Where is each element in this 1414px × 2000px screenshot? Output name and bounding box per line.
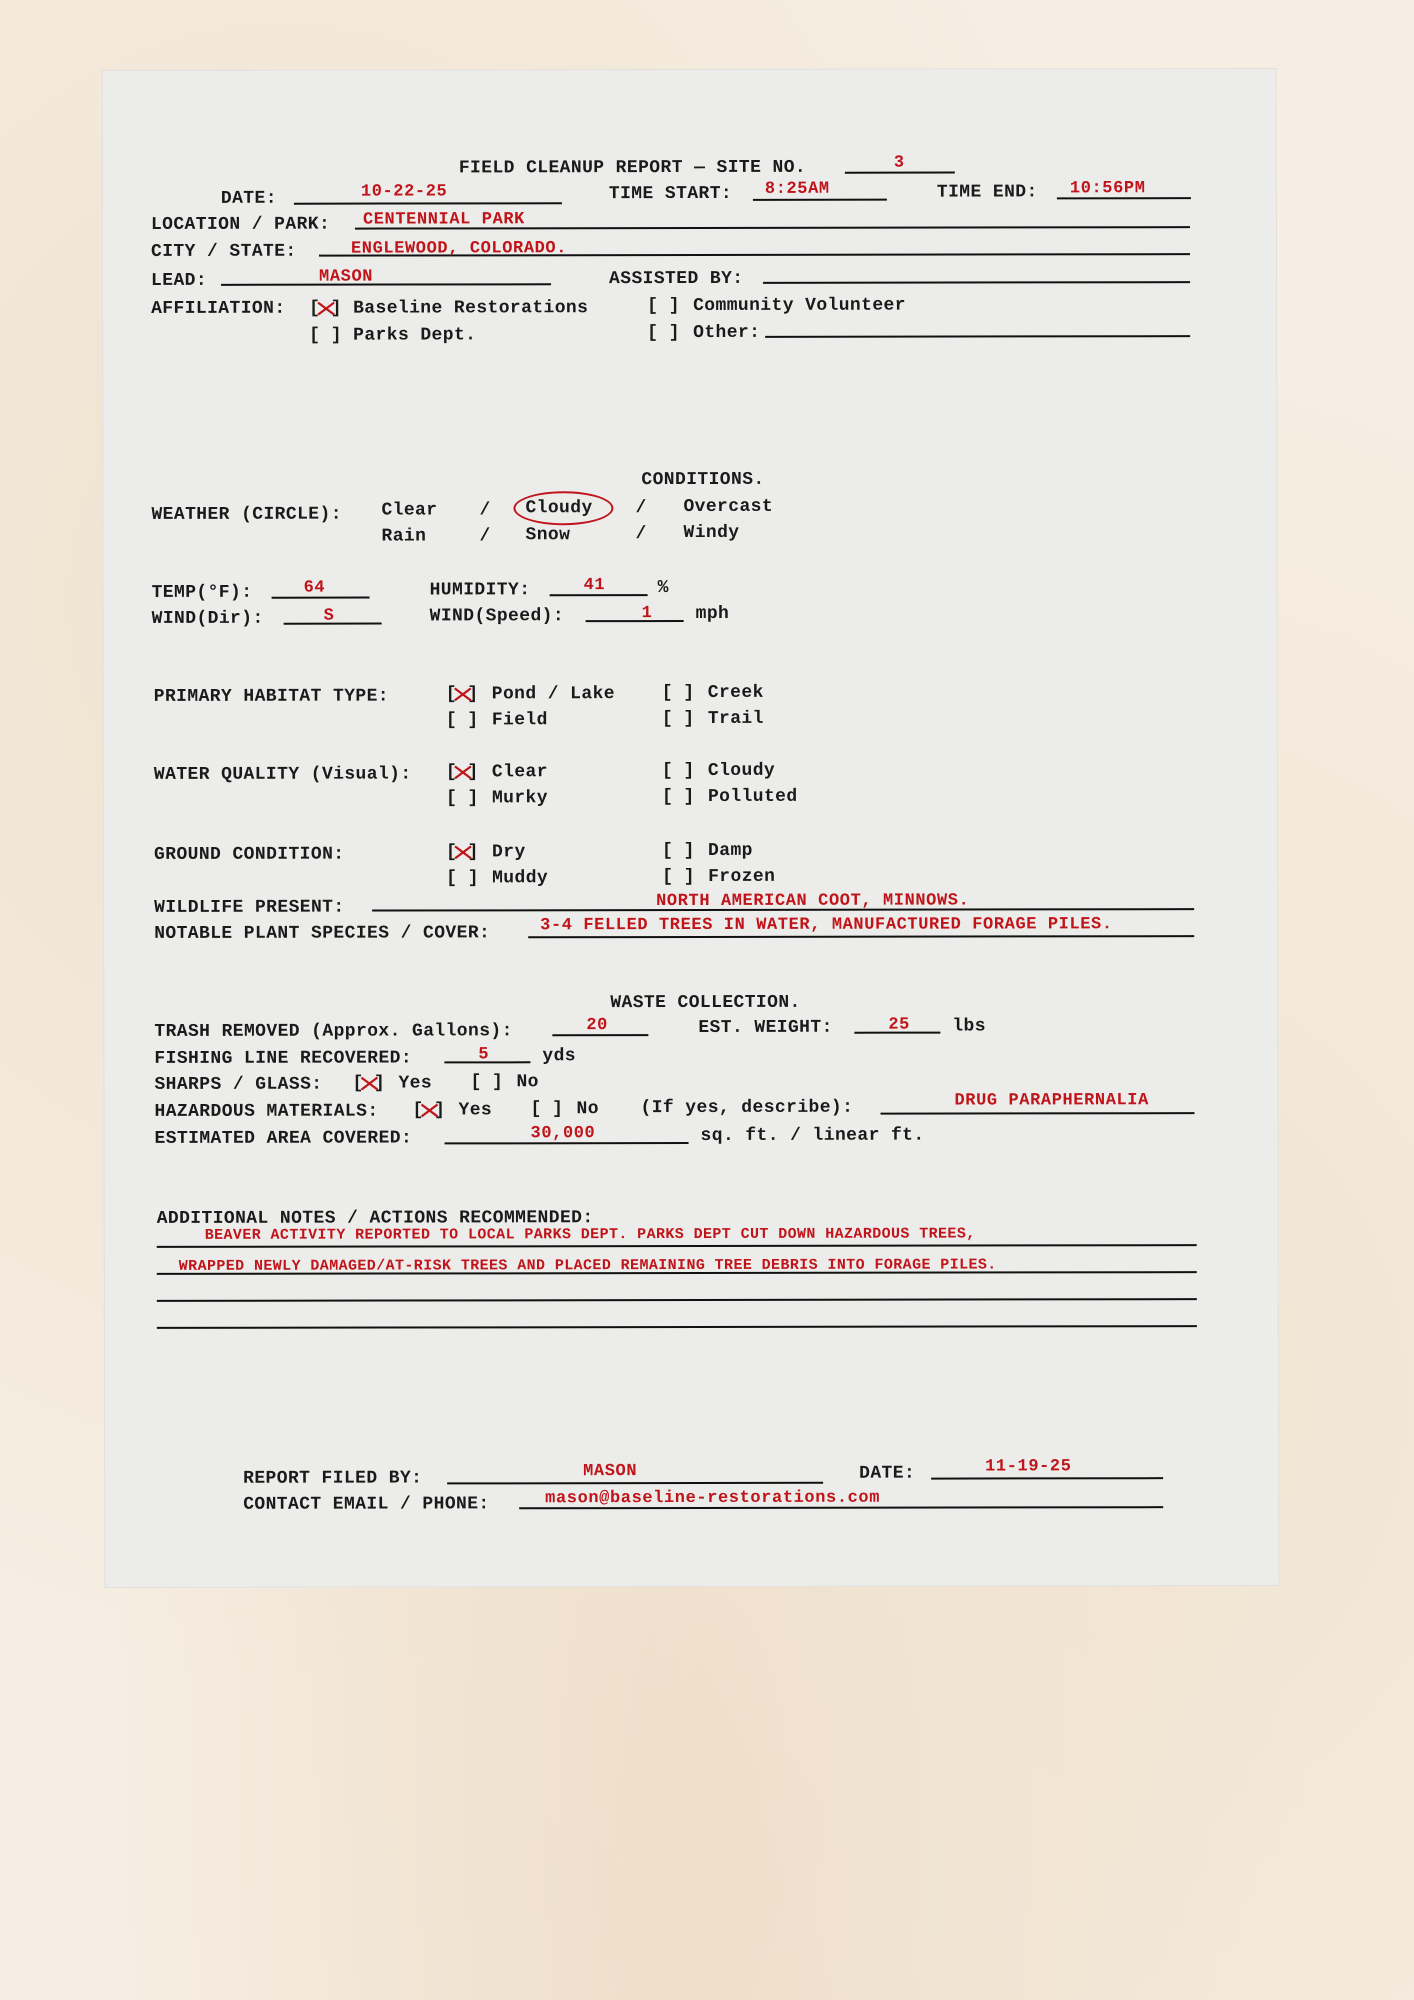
fishing-unit: yds (542, 1046, 577, 1067)
site-no-value[interactable]: 3 (893, 153, 905, 173)
affiliation-option-parks: Parks Dept. (353, 325, 477, 346)
weather-sep: / (479, 500, 491, 521)
affiliation-option-community: Community Volunteer (693, 295, 906, 316)
habitat-option-field: Field (491, 710, 548, 731)
time-end-value[interactable]: 10:56PM (1069, 179, 1146, 199)
area-value[interactable]: 30,000 (530, 1124, 596, 1144)
sharps-yes-label: Yes (398, 1073, 433, 1094)
city-value[interactable]: ENGLEWOOD, COLORADO. (350, 239, 568, 259)
weather-windy[interactable]: Windy (683, 522, 740, 544)
habitat-label: PRIMARY HABITAT TYPE: (153, 686, 390, 707)
notes-rule-3[interactable] (157, 1298, 1197, 1302)
waste-heading: WASTE COLLECTION. (610, 992, 801, 1014)
water-label: WATER QUALITY (Visual): (153, 764, 412, 785)
weather-sep: / (635, 498, 647, 519)
weather-rain[interactable]: Rain (381, 526, 427, 547)
wind-speed-unit: mph (695, 603, 730, 624)
conditions-heading: CONDITIONS. (641, 469, 765, 491)
sharps-no-label: No (516, 1072, 539, 1093)
sharps-label: SHARPS / GLASS: (154, 1074, 323, 1095)
checkbox-creek[interactable]: [ ] (661, 682, 695, 704)
checkbox-sharps-yes[interactable]: [ ] (352, 1073, 385, 1094)
checkmark-x-icon (420, 1103, 438, 1117)
weather-overcast[interactable]: Overcast (683, 496, 774, 518)
wildlife-label: WILDLIFE PRESENT: (154, 897, 345, 918)
checkbox-pond[interactable]: [ ] (445, 684, 479, 705)
ground-option-muddy: Muddy (492, 868, 549, 889)
assisted-line[interactable] (763, 281, 1190, 284)
checkmark-x-icon (454, 765, 472, 779)
date-value[interactable]: 10-22-25 (360, 182, 448, 202)
checkbox-water-polluted[interactable]: [ ] (661, 786, 695, 808)
location-label: LOCATION / PARK: (150, 214, 331, 235)
trash-label: TRASH REMOVED (Approx. Gallons): (154, 1021, 513, 1042)
time-start-label: TIME START: (608, 183, 733, 205)
area-unit: sq. ft. / linear ft. (700, 1125, 925, 1146)
hazard-label: HAZARDOUS MATERIALS: (154, 1101, 379, 1122)
contact-value[interactable]: mason@baseline-restorations.com (545, 1488, 881, 1509)
report-title: FIELD CLEANUP REPORT — SITE NO. (458, 157, 807, 179)
filed-by-line (447, 1482, 823, 1485)
date-line (294, 202, 562, 204)
water-option-polluted: Polluted (707, 786, 798, 807)
checkbox-field[interactable]: [ ] (445, 710, 479, 731)
habitat-option-trail: Trail (707, 708, 764, 729)
temp-value[interactable]: 64 (303, 578, 326, 598)
weight-value[interactable]: 25 (888, 1015, 910, 1035)
ground-option-damp: Damp (708, 840, 753, 861)
wind-speed-label: WIND(Speed): (429, 606, 565, 627)
ground-label: GROUND CONDITION: (154, 844, 345, 865)
water-option-cloudy: Cloudy (707, 760, 776, 781)
date-label: DATE: (220, 188, 277, 209)
notes-rule-1 (157, 1244, 1197, 1248)
affiliation-option-baseline: Baseline Restorations (353, 298, 589, 319)
water-option-murky: Murky (491, 788, 548, 809)
humidity-unit: % (657, 578, 669, 599)
footer-date-label: DATE: (859, 1463, 916, 1484)
notes-line-1[interactable]: BEAVER ACTIVITY REPORTED TO LOCAL PARKS DEPT. PARKS DEPT CUT DOWN HAZARDOUS TREES, (204, 1225, 976, 1244)
temp-label: TEMP(°F): (151, 582, 253, 603)
wind-dir-label: WIND(Dir): (151, 608, 264, 629)
checkbox-parks[interactable]: [ ] (309, 325, 342, 346)
time-start-value[interactable]: 8:25AM (764, 179, 830, 199)
weather-sep: / (635, 524, 647, 545)
plants-value[interactable]: 3-4 FELLED TREES IN WATER, MANUFACTURED FORAGE PILES. (540, 915, 1113, 936)
wildlife-value[interactable]: NORTH AMERICAN COOT, MINNOWS. (656, 891, 970, 912)
habitat-option-pond: Pond / Lake (491, 684, 616, 705)
hazard-describe-line (880, 1112, 1194, 1115)
checkmark-x-icon (454, 845, 472, 859)
report-sheet (103, 69, 1279, 1587)
ground-option-frozen: Frozen (708, 866, 776, 887)
wind-dir-value[interactable]: S (323, 606, 335, 626)
ground-option-dry: Dry (492, 842, 526, 863)
city-label: CITY / STATE: (150, 241, 297, 262)
notes-label: ADDITIONAL NOTES / ACTIONS RECOMMENDED: (156, 1208, 594, 1229)
hazard-yes-label: Yes (458, 1100, 493, 1121)
notes-line-2[interactable]: WRAPPED NEWLY DAMAGED/AT-RISK TREES AND PLACED REMAINING TREE DEBRIS INTO FORAGE PILES. (178, 1256, 997, 1275)
lead-line (221, 283, 551, 286)
plants-label: NOTABLE PLANT SPECIES / COVER: (154, 923, 491, 944)
hazard-no-label: No (576, 1099, 599, 1120)
weight-unit: lbs (952, 1016, 986, 1037)
water-option-clear: Clear (491, 762, 548, 783)
checkbox-water-murky[interactable]: [ ] (445, 788, 479, 809)
checkbox-hazard-yes[interactable]: [ ] (412, 1100, 445, 1121)
checkmark-x-icon (454, 687, 472, 701)
checkbox-hazard-no[interactable]: [ ] (530, 1099, 563, 1120)
checkbox-baseline[interactable]: [ ] (309, 298, 342, 319)
weather-snow[interactable]: Snow (525, 525, 571, 546)
checkbox-sharps-no[interactable]: [ ] (470, 1072, 503, 1093)
checkbox-water-cloudy[interactable]: [ ] (661, 760, 695, 782)
habitat-option-creek: Creek (707, 682, 764, 703)
checkmark-x-icon (317, 302, 335, 316)
fishing-value[interactable]: 5 (478, 1045, 490, 1065)
checkbox-trail[interactable]: [ ] (661, 708, 695, 730)
fishing-label: FISHING LINE RECOVERED: (154, 1048, 413, 1069)
weather-clear[interactable]: Clear (381, 500, 438, 521)
contact-label: CONTACT EMAIL / PHONE: (243, 1494, 490, 1515)
checkbox-ground-damp[interactable]: [ ] (662, 840, 695, 862)
lead-label: LEAD: (151, 270, 208, 291)
wind-speed-value[interactable]: 1 (641, 604, 653, 624)
footer-date-value[interactable]: 11-19-25 (985, 1457, 1072, 1477)
humidity-label: HUMIDITY: (429, 580, 531, 601)
weather-label: WEATHER (CIRCLE): (151, 504, 342, 525)
time-end-label: TIME END: (936, 182, 1038, 203)
weather-cloudy[interactable]: Cloudy (525, 498, 593, 519)
wind-speed-line (586, 620, 684, 622)
location-value[interactable]: CENTENNIAL PARK (362, 210, 525, 230)
lead-value[interactable]: MASON (319, 267, 374, 287)
checkbox-water-clear[interactable]: [ ] (445, 762, 479, 783)
filed-by-value[interactable]: MASON (583, 1462, 638, 1482)
checkmark-x-icon (360, 1077, 378, 1091)
weight-label: EST. WEIGHT: (698, 1017, 833, 1038)
checkbox-ground-frozen[interactable]: [ ] (662, 866, 695, 888)
checkbox-ground-dry[interactable]: [ ] (446, 842, 479, 863)
checkbox-other[interactable]: [ ] (647, 323, 680, 344)
filed-by-label: REPORT FILED BY: (243, 1468, 423, 1489)
checkbox-community[interactable]: [ ] (647, 296, 680, 317)
hazard-describe-value[interactable]: DRUG PARAPHERNALIA (954, 1091, 1149, 1111)
affiliation-option-other: Other: (693, 322, 761, 343)
checkbox-ground-muddy[interactable]: [ ] (446, 868, 479, 889)
area-label: ESTIMATED AREA COVERED: (154, 1128, 413, 1149)
notes-rule-4[interactable] (157, 1325, 1197, 1329)
affiliation-label: AFFILIATION: (151, 298, 286, 319)
trash-value[interactable]: 20 (586, 1016, 608, 1036)
weather-sep: / (479, 526, 491, 547)
humidity-value[interactable]: 41 (583, 576, 606, 596)
other-line[interactable] (765, 335, 1190, 338)
hazard-describe-label: (If yes, describe): (640, 1097, 854, 1119)
assisted-label: ASSISTED BY: (609, 268, 744, 290)
footer-date-line (931, 1477, 1163, 1479)
